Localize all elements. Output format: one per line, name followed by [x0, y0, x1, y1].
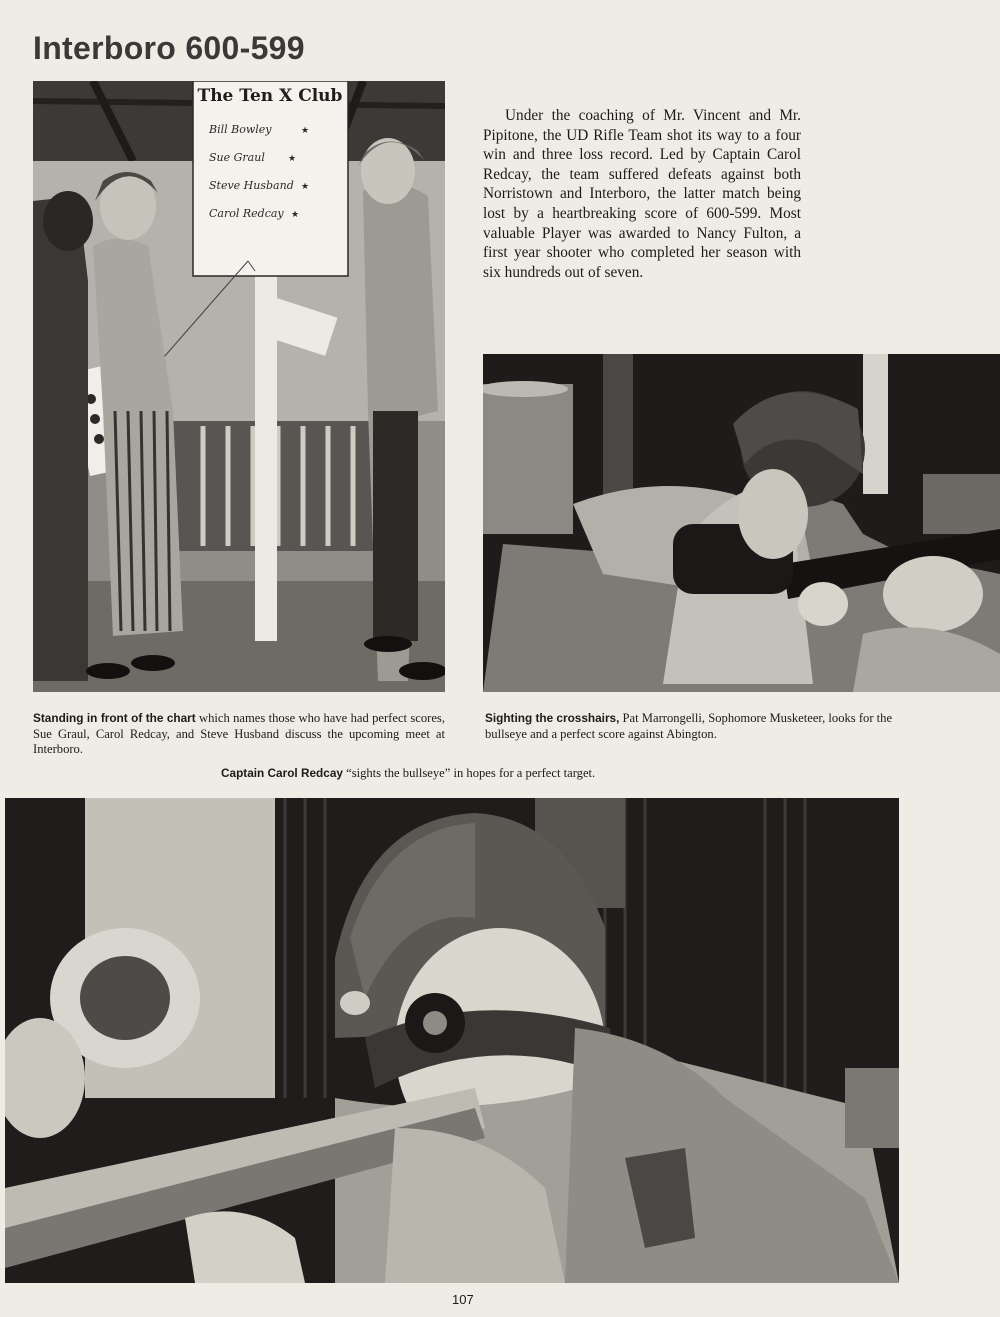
caption-text: Pat Marrongelli, Sophomore Musketeer, looks for the bullseye and a perfect score against Abington.: [485, 711, 893, 741]
chart-photo-illustration: [33, 81, 445, 692]
caption-lead: Standing in front of the chart: [33, 711, 196, 725]
crosshairs-photo: [483, 354, 1000, 692]
svg-text:★: ★: [288, 153, 297, 163]
bullseye-photo: [5, 798, 899, 1283]
chart-sign-name: Carol Redcay: [209, 207, 284, 220]
caption-lead: Captain Carol Redcay: [221, 766, 343, 780]
page-title: Interboro 600-599: [33, 30, 305, 66]
chart-sign-name: Steve Husband: [209, 179, 294, 192]
bullseye-photo-caption: [221, 766, 741, 782]
bullseye-photo-illustration: [5, 798, 899, 1283]
chart-photo-caption: [33, 711, 445, 758]
chart-sign-title: The Ten X Club: [197, 86, 343, 106]
chart-sign-name: Bill Bowley: [209, 123, 272, 136]
article-body: Under the coaching of Mr. Vincent and Mr. Pipitone, the UD Rifle Team shot its way to a four win and three loss record. Led by Captain Carol Redcay, the team suffered defeats against both Norristown and Interboro, the latter match being lost by a heartbreaking score of 600-599. Most valuable Player was awarded to Nancy Fulton, a first year shooter who completed her season with six hundreds out of seven.: [483, 107, 801, 281]
caption-text: “sights the bullseye” in hopes for a perfect target.: [342, 766, 596, 780]
page-number: 107: [452, 1292, 474, 1307]
svg-text:★: ★: [291, 209, 300, 219]
caption-text: which names those who have had perfect scores, Sue Graul, Carol Redcay, and Steve Husband discuss the upcoming meet at Interboro.: [33, 711, 445, 757]
svg-text:★: ★: [301, 125, 310, 135]
caption-lead: Sighting the crosshairs,: [485, 711, 620, 725]
crosshairs-photo-illustration: [483, 354, 1000, 692]
svg-text:★: ★: [301, 181, 310, 191]
chart-sign-name: Sue Graul: [209, 151, 265, 164]
crosshairs-photo-caption: [485, 711, 905, 742]
chart-photo: [33, 81, 445, 692]
